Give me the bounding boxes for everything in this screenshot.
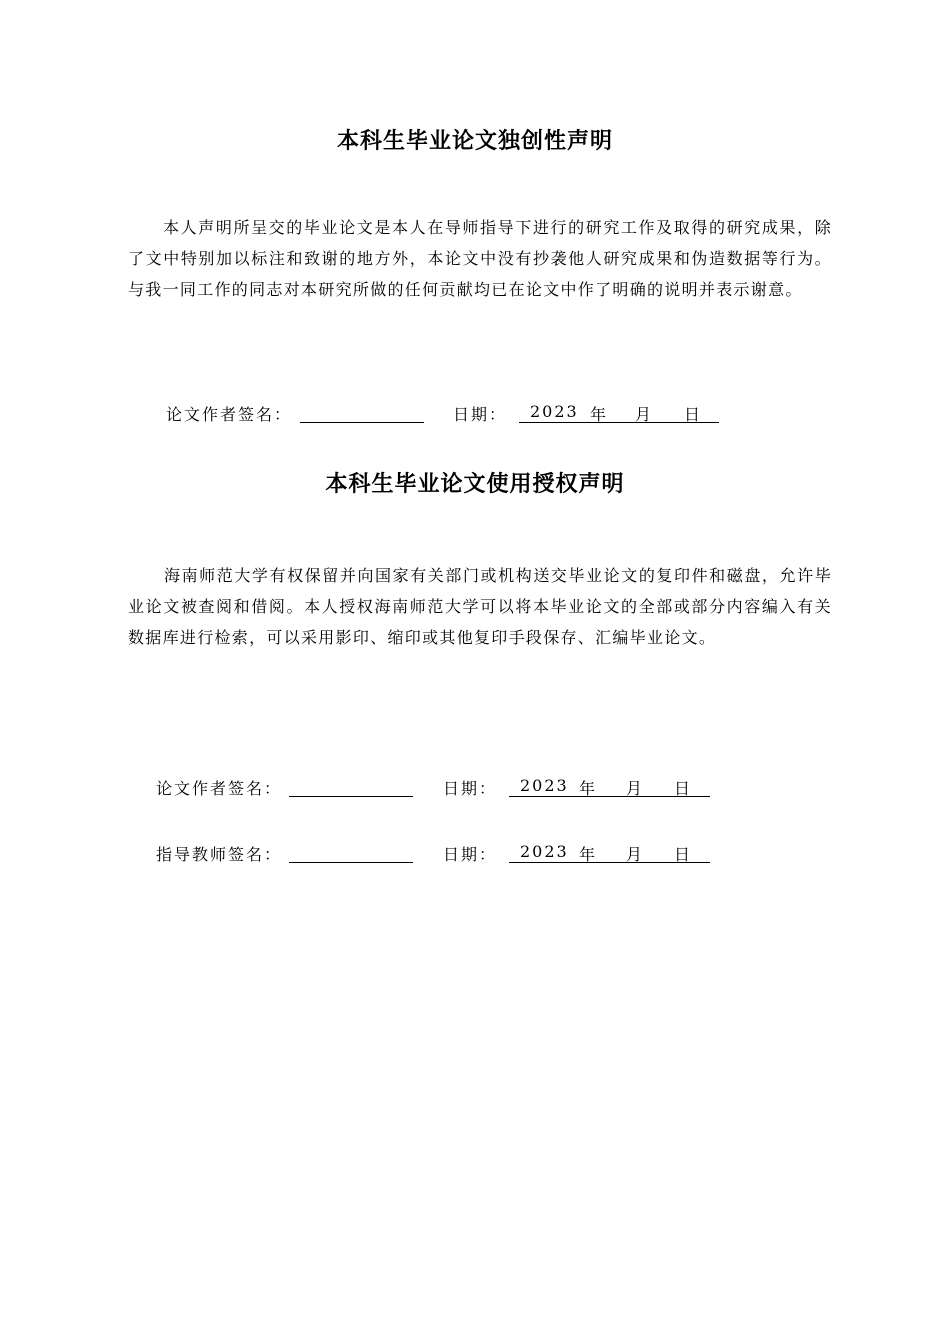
originality-title: 本科生毕业论文独创性声明: [336, 129, 613, 154]
date-label: 日期：: [443, 845, 498, 864]
author-signature-label: 论文作者签名：: [166, 405, 293, 424]
date-year: 2023: [520, 842, 569, 861]
date-month-unit: 月: [635, 405, 654, 424]
originality-signature-line: [166, 402, 726, 426]
advisor-signature-label: 指导教师签名：: [156, 845, 283, 864]
date-year: 2023: [530, 402, 579, 421]
originality-body: 本人声明所呈交的毕业论文是本人在导师指导下进行的研究工作及取得的研究成果，除了文中特别加以标注和致谢的地方外，本论文中没有抄袭他人研究成果和伪造数据等行为。与我一同工作的同志对本研究所做的任何贡献均已在论文中作了明确的说明并表示谢意。: [128, 218, 832, 299]
author-signature-field[interactable]: [300, 402, 424, 423]
authorization-author-line: [156, 776, 716, 800]
date-year-unit: 年: [579, 779, 598, 798]
date-day-unit: 日: [674, 845, 693, 864]
date-year-unit: 年: [590, 405, 609, 424]
date-year: 2023: [520, 776, 569, 795]
authorization-title: 本科生毕业论文使用授权声明: [325, 472, 625, 497]
authorization-advisor-line: [156, 842, 716, 866]
date-month-unit: 月: [626, 845, 645, 864]
author-signature-label: 论文作者签名：: [156, 779, 283, 798]
date-month-unit: 月: [626, 779, 645, 798]
date-year-unit: 年: [579, 845, 598, 864]
authorization-body: 海南师范大学有权保留并向国家有关部门或机构送交毕业论文的复印件和磁盘，允许毕业论文被查阅和借阅。本人授权海南师范大学可以将本毕业论文的全部或部分内容编入有关数据库进行检索，可以采用影印、缩印或其他复印手段保存、汇编毕业论文。: [128, 566, 832, 647]
date-day-unit: 日: [674, 779, 693, 798]
date-label: 日期：: [453, 405, 508, 424]
author-signature-field[interactable]: [289, 776, 413, 797]
date-label: 日期：: [443, 779, 498, 798]
advisor-signature-field[interactable]: [289, 842, 413, 863]
date-day-unit: 日: [684, 405, 703, 424]
